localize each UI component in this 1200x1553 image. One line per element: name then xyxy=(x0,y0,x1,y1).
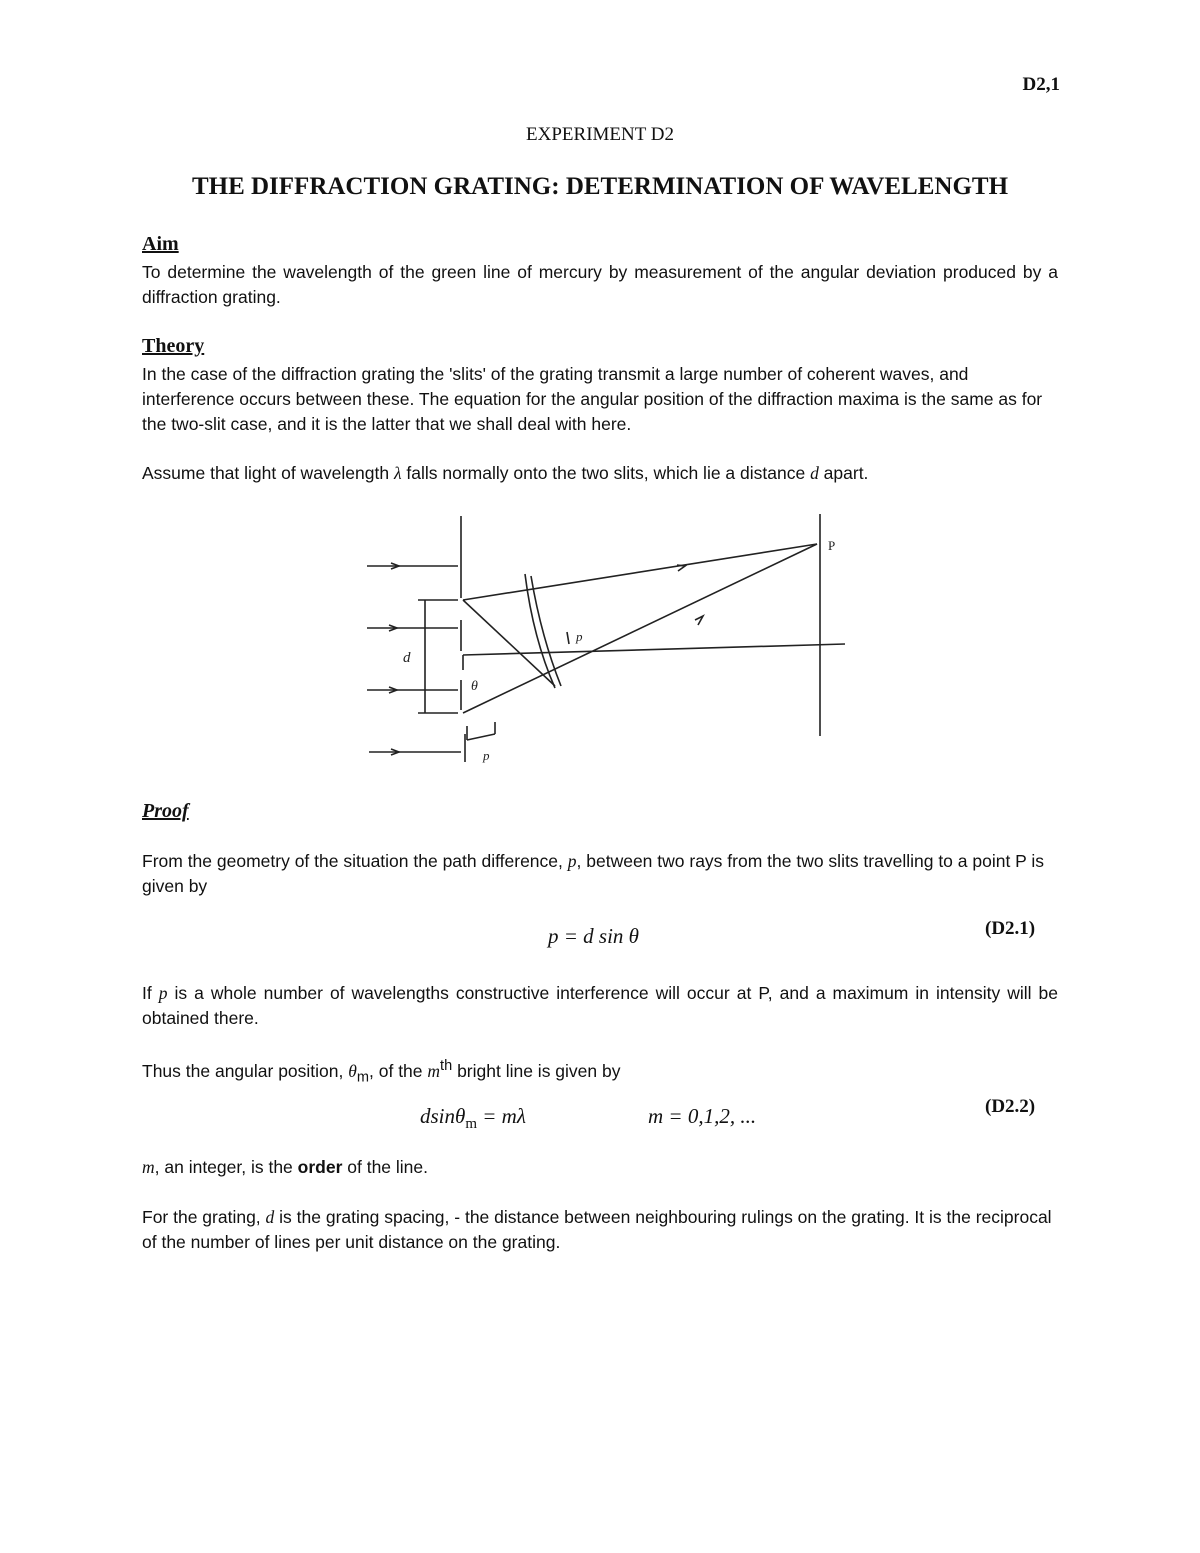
theory-heading: Theory xyxy=(142,335,205,357)
theta-subscript: m xyxy=(356,1069,370,1086)
proof-p4-b: of the line. xyxy=(342,1157,429,1177)
proof-heading: Proof xyxy=(142,800,189,822)
proof-p3-c: bright line is given by xyxy=(452,1060,621,1081)
proof-p5-a: For the grating, xyxy=(142,1207,266,1227)
order-term: order xyxy=(297,1157,343,1177)
equation-d2-2-lhs xyxy=(420,1104,526,1133)
p-symbol: p xyxy=(567,851,577,871)
experiment-label: EXPERIMENT D2 xyxy=(526,124,674,145)
assume-text-b: falls normally onto the two slits, which lie a distance xyxy=(401,463,811,483)
assume-text-c: apart. xyxy=(818,463,869,483)
page-title: THE DIFFRACTION GRATING: DETERMINATION OF WAVELENGTH xyxy=(191,173,1009,200)
proof-p2-b: is a whole number of wavelengths constructive interference will occur at P, and a maximum in intensity will be obtained there. xyxy=(142,983,1058,1028)
eq2-rhs: = mλ xyxy=(477,1104,526,1128)
proof-p5-b: is the grating spacing, - the distance between neighbouring rulings on the grating. It is the reciprocal of the number of lines per unit distance on the grating. xyxy=(142,1207,1052,1252)
d-symbol-2: d xyxy=(265,1207,275,1227)
ray-to-P-2 xyxy=(463,544,817,713)
proof-paragraph-4 xyxy=(142,1155,1058,1180)
proof-p1-b: , between two rays from the two slits travelling to a point P is given by xyxy=(142,851,1045,896)
m-symbol-2: m xyxy=(142,1157,155,1177)
label-P: P xyxy=(828,538,836,553)
th-superscript: th xyxy=(440,1058,453,1074)
lambda-symbol: λ xyxy=(393,463,402,483)
page-number: D2,1 xyxy=(1022,74,1060,95)
assume-sentence xyxy=(142,461,1058,486)
proof-p1-a: From the geometry of the situation the path difference, xyxy=(142,851,568,871)
equation-number-d2-1: (D2.1) xyxy=(985,918,1036,939)
proof-p2-a: If xyxy=(142,983,159,1003)
aim-heading: Aim xyxy=(142,233,179,255)
p-symbol-2: p xyxy=(158,983,168,1003)
label-p-bottom: p xyxy=(483,748,490,763)
aim-text: To determine the wavelength of the green line of mercury by measurement of the angular deviation produced by a diffraction grating. xyxy=(142,262,1058,307)
eq2-lhs: dsinθ xyxy=(420,1104,466,1128)
ray-arrow-2 xyxy=(695,616,703,625)
angle-marker xyxy=(567,632,569,644)
proof-paragraph-3 xyxy=(142,1054,1058,1090)
theta-symbol: θ xyxy=(348,1060,357,1081)
m-symbol: m xyxy=(427,1060,441,1081)
proof-p4-a: , an integer, is the xyxy=(154,1157,298,1177)
label-p-top: p xyxy=(576,629,583,644)
proof-p3-a: Thus the angular position, xyxy=(142,1060,349,1081)
equation-d2-2-condition: m = 0,1,2, ... xyxy=(648,1104,757,1128)
assume-text-a: Assume that light of wavelength xyxy=(142,463,394,483)
p-dimension xyxy=(467,734,495,740)
equation-number-d2-2: (D2.2) xyxy=(985,1096,1036,1117)
label-theta: θ xyxy=(471,679,478,694)
equation-d2-1: p = d sin θ xyxy=(548,924,639,948)
two-slit-diagram xyxy=(355,508,855,768)
ray-arrow-1 xyxy=(677,565,685,571)
proof-p3-b: , of the xyxy=(369,1060,428,1081)
ray-to-P-1 xyxy=(463,544,817,600)
theory-text: In the case of the diffraction grating the 'slits' of the grating transmit a large number of coherent waves, and interference occurs between these. The equation for the angular position of the diffraction maxima is the same as for the two-slit case, and it is the latter that we shall deal with here. xyxy=(142,364,1043,434)
wavefront-perpendicular xyxy=(463,600,555,686)
d-symbol: d xyxy=(810,463,819,483)
proof-paragraph-1 xyxy=(142,849,1058,899)
label-d: d xyxy=(403,650,411,666)
proof-paragraph-2 xyxy=(142,981,1058,1031)
proof-paragraph-5 xyxy=(142,1205,1058,1255)
eq2-sub: m xyxy=(465,1116,477,1133)
